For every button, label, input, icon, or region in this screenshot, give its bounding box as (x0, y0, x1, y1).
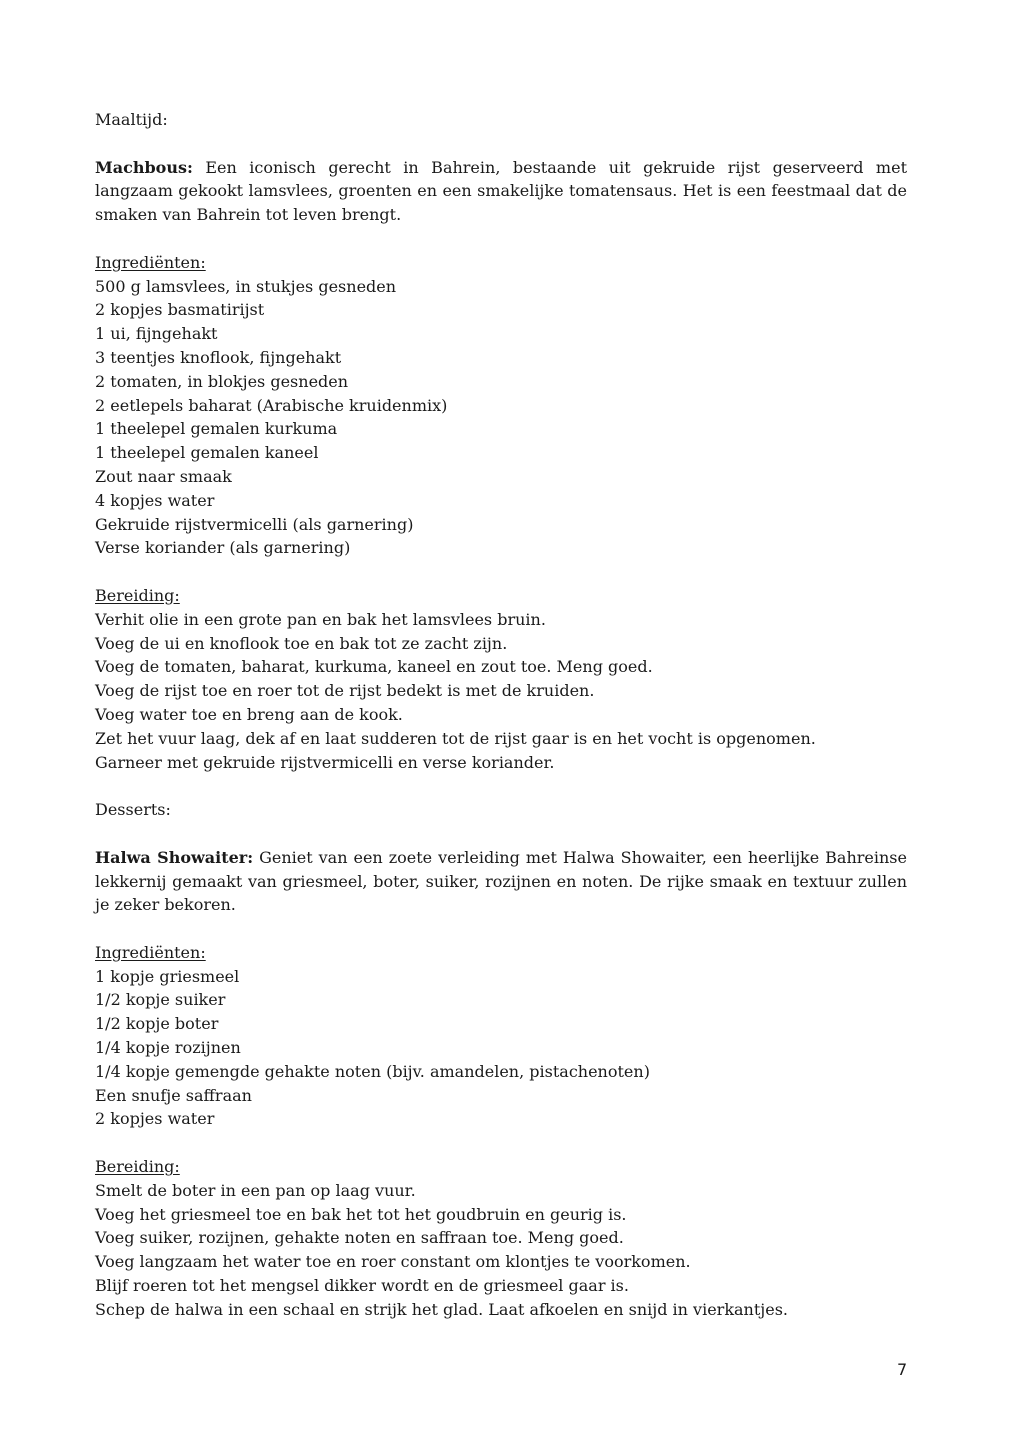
meal-preparation-label: Bereiding: (95, 585, 180, 605)
list-item: 2 kopjes water (95, 1109, 215, 1129)
meal-ingredients-label: Ingrediënten: (95, 252, 206, 272)
list-item: Schep de halwa in een schaal en strijk het glad. Laat afkoelen en snijd in vierkantjes. (95, 1299, 789, 1319)
list-item: 2 kopjes basmatirijst (95, 300, 265, 320)
list-item: 500 g lamsvlees, in stukjes gesneden (95, 276, 397, 296)
dessert-description: Geniet van een zoete verleiding met Halwa Showaiter, een heerlijke Bahreinse lekkernij gemaakt van griesmeel, boter, suiker, rozijnen en noten. De rijke smaak en textuur zullen je zeker bekoren. (95, 847, 907, 915)
list-item: 1 theelepel gemalen kurkuma (95, 419, 338, 439)
spacer (95, 822, 907, 846)
meal-steps-list (95, 608, 907, 775)
list-item: 1 kopje griesmeel (95, 966, 240, 986)
list-item: Blijf roeren tot het mengsel dikker wordt en de griesmeel gaar is. (95, 1276, 629, 1296)
list-item: 1/4 kopje gemengde gehakte noten (bijv. amandelen, pistachenoten) (95, 1061, 650, 1081)
list-item: Voeg suiker, rozijnen, gehakte noten en saffraan toe. Meng goed. (95, 1228, 624, 1248)
spacer (95, 774, 907, 798)
dessert-dish-name: Halwa Showaiter: (95, 847, 254, 867)
list-item: 1/2 kopje suiker (95, 990, 226, 1010)
list-item: Verhit olie in een grote pan en bak het lamsvlees bruin. (95, 609, 546, 629)
list-item: Verse koriander (als garnering) (95, 538, 351, 558)
list-item: 1/2 kopje boter (95, 1014, 219, 1034)
meal-description-paragraph (95, 156, 907, 227)
list-item: 2 tomaten, in blokjes gesneden (95, 371, 349, 391)
list-item: Gekruide rijstvermicelli (als garnering) (95, 514, 414, 534)
list-item: Garneer met gekruide rijstvermicelli en verse koriander. (95, 752, 555, 772)
dessert-steps-list (95, 1179, 907, 1322)
list-item: 2 eetlepels baharat (Arabische kruidenmix) (95, 395, 448, 415)
list-item: Voeg de rijst toe en roer tot de rijst bedekt is met de kruiden. (95, 681, 595, 701)
list-item: Voeg water toe en breng aan de kook. (95, 704, 403, 724)
meal-dish-name: Machbous: (95, 157, 193, 177)
list-item: Voeg langzaam het water toe en roer constant om klontjes te voorkomen. (95, 1252, 691, 1272)
list-item: Een snufje saffraan (95, 1085, 252, 1105)
meal-ingredients-list (95, 275, 907, 561)
list-item: Voeg het griesmeel toe en bak het tot het goudbruin en geurig is. (95, 1204, 627, 1224)
dessert-preparation-label: Bereiding: (95, 1157, 180, 1177)
document-page (95, 108, 907, 1322)
list-item: Smelt de boter in een pan op laag vuur. (95, 1180, 416, 1200)
spacer (95, 917, 907, 941)
list-item: 1/4 kopje rozijnen (95, 1038, 241, 1058)
list-item: 4 kopjes water (95, 490, 215, 510)
spacer (95, 227, 907, 251)
list-item: Voeg de ui en knoflook toe en bak tot ze zacht zijn. (95, 633, 508, 653)
spacer (95, 132, 907, 156)
spacer (95, 560, 907, 584)
list-item: 1 theelepel gemalen kaneel (95, 443, 319, 463)
meal-description: Een iconisch gerecht in Bahrein, bestaande uit gekruide rijst geserveerd met langzaam gekookt lamsvlees, groenten en een smakelijke tomatensaus. Het is een feestmaal dat de smaken van Bahrein tot leven brengt. (95, 157, 907, 225)
dessert-ingredients-label: Ingrediënten: (95, 942, 206, 962)
page-number: 7 (897, 1360, 908, 1379)
list-item: 3 teentjes knoflook, fijngehakt (95, 347, 342, 367)
list-item: Zet het vuur laag, dek af en laat sudderen tot de rijst gaar is en het vocht is opgenomen. (95, 728, 816, 748)
desserts-heading: Desserts: (95, 800, 171, 820)
spacer (95, 1131, 907, 1155)
meal-heading: Maaltijd: (95, 110, 168, 129)
dessert-description-paragraph (95, 846, 907, 917)
list-item: Zout naar smaak (95, 466, 232, 486)
list-item: 1 ui, fijngehakt (95, 324, 218, 344)
dessert-ingredients-list (95, 965, 907, 1132)
list-item: Voeg de tomaten, baharat, kurkuma, kaneel en zout toe. Meng goed. (95, 657, 653, 677)
